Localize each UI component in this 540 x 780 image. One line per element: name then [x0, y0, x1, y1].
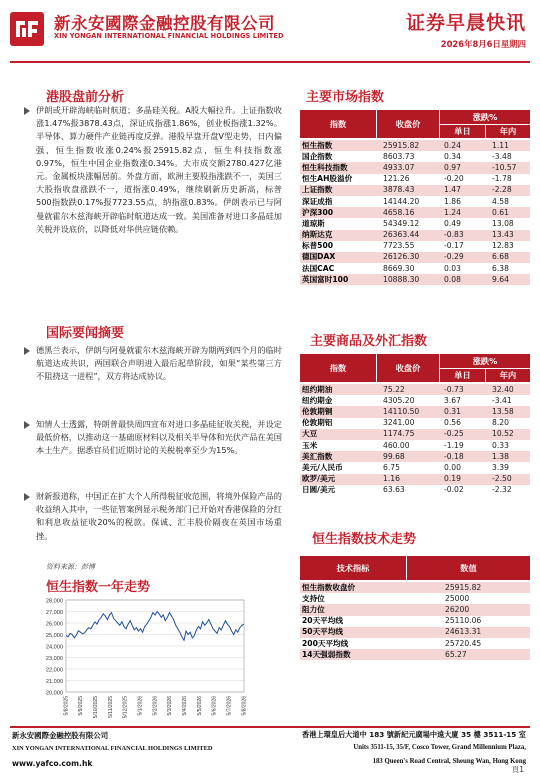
page-header	[0, 0, 540, 62]
cell-day: -0.17	[440, 241, 486, 252]
cell-price: 7723.55	[377, 241, 440, 252]
cell-name: 伦敦期铜	[300, 406, 377, 417]
cell-value: 25000	[407, 593, 530, 604]
table-row	[300, 174, 530, 185]
cell-ytd: 13.43	[486, 230, 530, 241]
cell-name: 道琼斯	[300, 218, 377, 229]
table-row	[300, 616, 530, 627]
hsi-one-year-chart	[36, 594, 248, 724]
chart-svg	[36, 594, 248, 724]
footer-address-en-2: 183 Queen's Road Central, Sheung Wan, Hong Kong	[372, 758, 526, 765]
cell-ytd: 0.33	[486, 440, 530, 451]
cell-name: 支持位	[300, 593, 407, 604]
x-tick-label: 5/6/2026	[211, 696, 218, 716]
tech-header-value: 数值	[407, 556, 530, 580]
cell-day: 0.00	[440, 462, 486, 473]
cell-price: 14110.50	[377, 406, 440, 417]
cell-day: 0.49	[440, 218, 486, 229]
table-row	[300, 207, 530, 218]
cell-day: 1.86	[440, 196, 486, 207]
table-row	[300, 185, 530, 196]
commodity-header-day: 单日	[440, 369, 485, 382]
cell-ytd: 0.61	[486, 207, 530, 218]
commodity-header-ytd: 年内	[486, 369, 530, 382]
table-row	[300, 429, 530, 440]
cell-name: 沪深300	[300, 207, 377, 218]
cell-day: -0.29	[440, 252, 486, 263]
cell-ytd: 12.83	[486, 241, 530, 252]
company-logo	[10, 12, 44, 46]
cell-name: 恒生科技指数	[300, 162, 377, 173]
cell-name: 英国富时100	[300, 274, 377, 285]
report-title: 证券早晨快讯	[405, 12, 526, 34]
cell-day: -0.73	[440, 384, 486, 395]
section-title-market-index: 主要市场指数	[306, 90, 385, 105]
cell-ytd: 32.40	[486, 384, 530, 395]
footer-website[interactable]: www.yafco.com.hk	[12, 759, 93, 768]
table-row	[300, 252, 530, 263]
market-header-change: 涨跌%	[440, 110, 530, 124]
cell-name: 德国DAX	[300, 252, 377, 263]
cell-price: 63.63	[377, 485, 440, 496]
news-item	[36, 344, 282, 384]
data-source: 资料来源：彭博	[46, 563, 95, 571]
commodity-fx-table	[300, 384, 530, 496]
news-item-text: 财新报道称，中国正在扩大个人所得税征收范围，将境外保险产品的收益纳入其中，一些征管案例显示税务部门已开始对香港保险的分红和利息收益征收20%的税款。保诚、汇丰股价隔夜在英国市场重挫。	[36, 491, 282, 541]
cell-name: 纳斯达克	[300, 230, 377, 241]
cell-price: 1174.75	[377, 429, 440, 440]
table-row	[300, 649, 530, 660]
y-tick-label: 27,000	[45, 610, 63, 616]
table-row	[300, 440, 530, 451]
news-item	[36, 490, 282, 543]
cell-value: 25110.06	[407, 616, 530, 627]
cell-day: -1.19	[440, 440, 486, 451]
cell-day: 0.34	[440, 151, 486, 162]
cell-value: 24613.31	[407, 627, 530, 638]
footer-divider	[10, 726, 530, 728]
bullet-arrow-icon	[24, 107, 30, 115]
cell-name: 上证指数	[300, 185, 377, 196]
cell-price: 26363.44	[377, 230, 440, 241]
cell-price: 54349.12	[377, 218, 440, 229]
commodity-header-price: 收盘价	[377, 354, 439, 382]
commodity-header-name: 指数	[300, 354, 376, 382]
cell-name: 美汇指数	[300, 451, 377, 462]
page-number: 頁1	[511, 765, 524, 774]
x-tick-label: 5/10/2025	[92, 696, 99, 719]
table-row	[300, 218, 530, 229]
cell-price: 1.16	[377, 474, 440, 485]
report-date: 2026年8月6日星期四	[440, 39, 526, 49]
cell-name: 日圆/美元	[300, 485, 377, 496]
market-header-name: 指数	[300, 110, 376, 138]
cell-price: 121.26	[377, 174, 440, 185]
hk-preview-paragraph	[36, 104, 282, 236]
cell-value: 25720.45	[407, 638, 530, 649]
y-tick-label: 23,000	[45, 656, 63, 662]
table-row	[300, 241, 530, 252]
cell-ytd: -10.57	[486, 162, 530, 173]
company-name-en: XIN YONGAN INTERNATIONAL FINANCIAL HOLDINGS LIMITED	[54, 32, 284, 40]
cell-price: 10888.30	[377, 274, 440, 285]
cell-ytd: 4.58	[486, 196, 530, 207]
x-tick-label: 5/4/2026	[181, 696, 188, 716]
x-tick-label: 5/1/2026	[137, 696, 144, 716]
cell-price: 75.22	[377, 384, 440, 395]
cell-price: 8669.30	[377, 263, 440, 274]
cell-ytd: 6.68	[486, 252, 530, 263]
cell-name: 14天强弱指数	[300, 649, 407, 660]
cell-name: 大豆	[300, 429, 377, 440]
table-row	[300, 274, 530, 285]
cell-day: -0.25	[440, 429, 486, 440]
cell-name: 恒生指数收盘价	[300, 582, 407, 593]
cell-ytd: 8.20	[486, 418, 530, 429]
table-row	[300, 162, 530, 173]
cell-ytd: 6.38	[486, 263, 530, 274]
table-row	[300, 451, 530, 462]
hsi-series-line	[66, 612, 244, 641]
cell-ytd: 1.38	[486, 451, 530, 462]
cell-name: 国企指数	[300, 151, 377, 162]
cell-day: 0.56	[440, 418, 486, 429]
cell-price: 4658.16	[377, 207, 440, 218]
cell-name: 法国CAC	[300, 263, 377, 274]
table-row	[300, 638, 530, 649]
table-row	[300, 593, 530, 604]
cell-name: 深证成指	[300, 196, 377, 207]
section-title-intl-news: 国际要闻摘要	[46, 326, 125, 341]
cell-name: 玉米	[300, 440, 377, 451]
cell-ytd: -2.32	[486, 485, 530, 496]
company-name-cn: 新永安國際金融控股有限公司	[54, 14, 275, 33]
table-row	[300, 418, 530, 429]
y-tick-label: 22,000	[45, 667, 63, 674]
y-tick-label: 20,000	[45, 690, 63, 697]
table-row	[300, 230, 530, 241]
cell-price: 4933.07	[377, 162, 440, 173]
cell-ytd: 13.08	[486, 218, 530, 229]
technical-table	[300, 582, 530, 660]
cell-name: 伦敦期铝	[300, 418, 377, 429]
news-item-text: 知情人士透露，特朗普最快周四宣布对进口多晶硅征收关税，并设定最低价格，以推动这一基础原材料以及相关半导体和光伏产品在美国本土生产。据悉官员们近期讨论的关税税率至少为15%。	[36, 419, 282, 456]
table-row	[300, 604, 530, 615]
cell-name: 50天平均线	[300, 627, 407, 638]
x-tick-label: 5/8/2026	[241, 696, 248, 716]
cell-name: 恒生指数	[300, 140, 377, 151]
news-item	[36, 418, 282, 458]
cell-name: 恒生AH股溢价	[300, 174, 377, 185]
cell-ytd: 10.52	[486, 429, 530, 440]
table-row	[300, 627, 530, 638]
cell-price: 25915.82	[377, 140, 440, 151]
cell-ytd: -3.48	[486, 151, 530, 162]
cell-ytd: 9.64	[486, 274, 530, 285]
cell-price: 3241.00	[377, 418, 440, 429]
y-tick-label: 21,000	[45, 679, 63, 685]
cell-price: 460.00	[377, 440, 440, 451]
table-row	[300, 462, 530, 473]
cell-price: 6.75	[377, 462, 440, 473]
cell-ytd: 13.58	[486, 406, 530, 417]
cell-name: 阻力位	[300, 604, 407, 615]
footer-company-cn: 新永安國際金融控股有限公司	[12, 731, 109, 740]
cell-name: 200天平均线	[300, 638, 407, 649]
cell-day: -0.18	[440, 451, 486, 462]
cell-day: -0.02	[440, 485, 486, 496]
cell-day: 1.24	[440, 207, 486, 218]
cell-name: 标普500	[300, 241, 377, 252]
bullet-arrow-icon	[24, 347, 30, 355]
y-tick-label: 28,000	[45, 598, 63, 605]
logo-mark-icon	[10, 12, 44, 46]
x-tick-label: 5/5/2026	[196, 696, 203, 716]
x-tick-label: 5/3/2026	[167, 696, 174, 716]
footer-address-cn: 香港上環皇后大道中 183 號新紀元廣場中遠大廈 35 樓 3511-15 室	[302, 730, 526, 739]
bullet-arrow-icon	[24, 421, 30, 429]
cell-day: 0.31	[440, 406, 486, 417]
table-row	[300, 406, 530, 417]
cell-day: -0.20	[440, 174, 486, 185]
cell-name: 纽约期油	[300, 384, 377, 395]
cell-name: 20天平均线	[300, 616, 407, 627]
cell-name: 纽约期金	[300, 395, 377, 406]
cell-day: 0.19	[440, 474, 486, 485]
cell-price: 99.68	[377, 451, 440, 462]
tech-header-name: 技术指标	[300, 556, 406, 580]
news-item-text: 德黑兰表示，伊朗与阿曼就霍尔木兹海峡开辟为期两到四个月的临时航道达成共识，两国联合声明进入最后起草阶段，如果“某些第三方不阻挠这一进程”，双方将达成协议。	[36, 345, 282, 382]
cell-day: 0.97	[440, 162, 486, 173]
footer-address-en-1: Units 3511-15, 35/F, Cosco Tower, Grand Millennium Plaza,	[353, 744, 526, 751]
table-row	[300, 395, 530, 406]
table-row	[300, 151, 530, 162]
cell-price: 4305.20	[377, 395, 440, 406]
commodity-header-change: 涨跌%	[440, 354, 530, 368]
section-title-chart: 恒生指数一年走势	[46, 580, 151, 595]
table-row	[300, 485, 530, 496]
cell-name: 欧罗/美元	[300, 474, 377, 485]
cell-price: 26126.30	[377, 252, 440, 263]
cell-price: 3878.43	[377, 185, 440, 196]
x-tick-label: 5/7/2026	[226, 696, 233, 716]
cell-ytd: -2.28	[486, 185, 530, 196]
y-tick-label: 25,000	[45, 633, 63, 639]
cell-ytd: 3.39	[486, 462, 530, 473]
cell-day: -0.83	[440, 230, 486, 241]
cell-price: 8603.73	[377, 151, 440, 162]
cell-day: 0.08	[440, 274, 486, 285]
table-row	[300, 140, 530, 151]
market-index-table	[300, 140, 530, 285]
table-row	[300, 582, 530, 593]
cell-day: 1.47	[440, 185, 486, 196]
table-row	[300, 196, 530, 207]
market-header-ytd: 年内	[486, 125, 530, 138]
cell-value: 25915.82	[407, 582, 530, 593]
x-tick-label: 5/2/2026	[152, 696, 159, 716]
bullet-arrow-icon	[24, 493, 30, 501]
x-tick-label: 5/9/2025	[78, 696, 85, 716]
cell-value: 26200	[407, 604, 530, 615]
cell-ytd: -1.78	[486, 174, 530, 185]
cell-value: 65.27	[407, 649, 530, 660]
table-row	[300, 384, 530, 395]
cell-ytd: -2.50	[486, 474, 530, 485]
market-header-price: 收盘价	[377, 110, 439, 138]
market-header-day: 单日	[440, 125, 485, 138]
footer-company-en: XIN YONGAN INTERNATIONAL FINANCIAL HOLDINGS LIMITED	[12, 745, 213, 752]
cell-name: 美元/人民币	[300, 462, 377, 473]
section-title-commodity: 主要商品及外汇指数	[310, 334, 428, 349]
section-title-technical: 恒生指数技术走势	[312, 532, 417, 547]
x-tick-label: 5/11/2025	[107, 696, 114, 718]
x-tick-label: 5/8/2025	[63, 696, 70, 716]
cell-day: 0.03	[440, 263, 486, 274]
cell-price: 14144.20	[377, 196, 440, 207]
y-tick-label: 24,000	[45, 644, 63, 651]
section-title-hk-preview: 港股盘前分析	[46, 90, 125, 105]
table-row	[300, 263, 530, 274]
table-row	[300, 474, 530, 485]
cell-ytd: 1.11	[486, 140, 530, 151]
cell-day: 0.24	[440, 140, 486, 151]
y-tick-label: 26,000	[45, 621, 63, 628]
hk-preview-text: 伊朗或开辟海峡临时航道；多晶硅关税。A股大幅拉升。上证指数收涨1.47%报3878.43点，深证成指涨1.86%，创业板指涨1.32%。半导体、算力硬件产业链再度反弹。港股早盘开盘V型走势，日内偏强，恒生指数收涨0.24%报25915.82点，恒生科技指数涨0.97%，恒生中国企业指数涨0.34%。大市成交额2780.427亿港元。金属板块涨幅居前。外盘方面，欧洲主要股指涨跌不一，美国三大股指收盘涨跌不一，道指涨0.49%，继续刷新历史新高，标普500指数跌0.17%报7723.55点，纳指涨0.83%。伊朗表示已与阿曼就霍尔木兹海峡开辟临时航道达成一致。美国准备对进口多晶硅加关税并设底价，以降低对华供应链依赖。	[36, 105, 282, 234]
header-divider	[10, 61, 530, 63]
cell-ytd: -3.41	[486, 395, 530, 406]
cell-day: 3.67	[440, 395, 486, 406]
x-tick-label: 5/12/2025	[122, 696, 129, 719]
